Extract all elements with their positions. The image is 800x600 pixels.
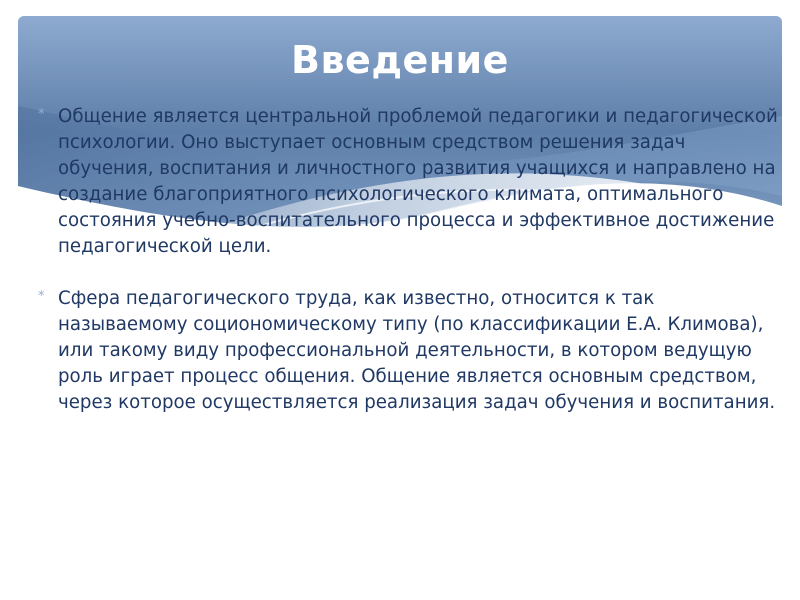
bullet-item [38,104,778,260]
slide-content [38,104,778,416]
bullet-icon: * [38,289,45,304]
bullet-icon: * [38,107,45,122]
bullet-text: Сфера педагогического труда, как известно, относится к так называемому социономическому типу (по классификации Е.А. Климова), или такому виду профессиональной деятельности, в котором ведущую роль играет процесс общения. Общение является основным средством, через которое осуществляется реализация задач обучения и воспитания. [58,288,776,413]
bullet-text: Общение является центральной проблемой педагогики и педагогической психологии. Оно выступает основным средством решения задач обучения, воспитания и личностного развития учащихся и направлено на создание благоприятного психологического климата, оптимального состояния учебно-воспитательного процесса и эффективное достижение педагогической цели. [58,106,778,257]
slide-title: Введение [291,38,509,82]
bullet-item [38,286,778,416]
